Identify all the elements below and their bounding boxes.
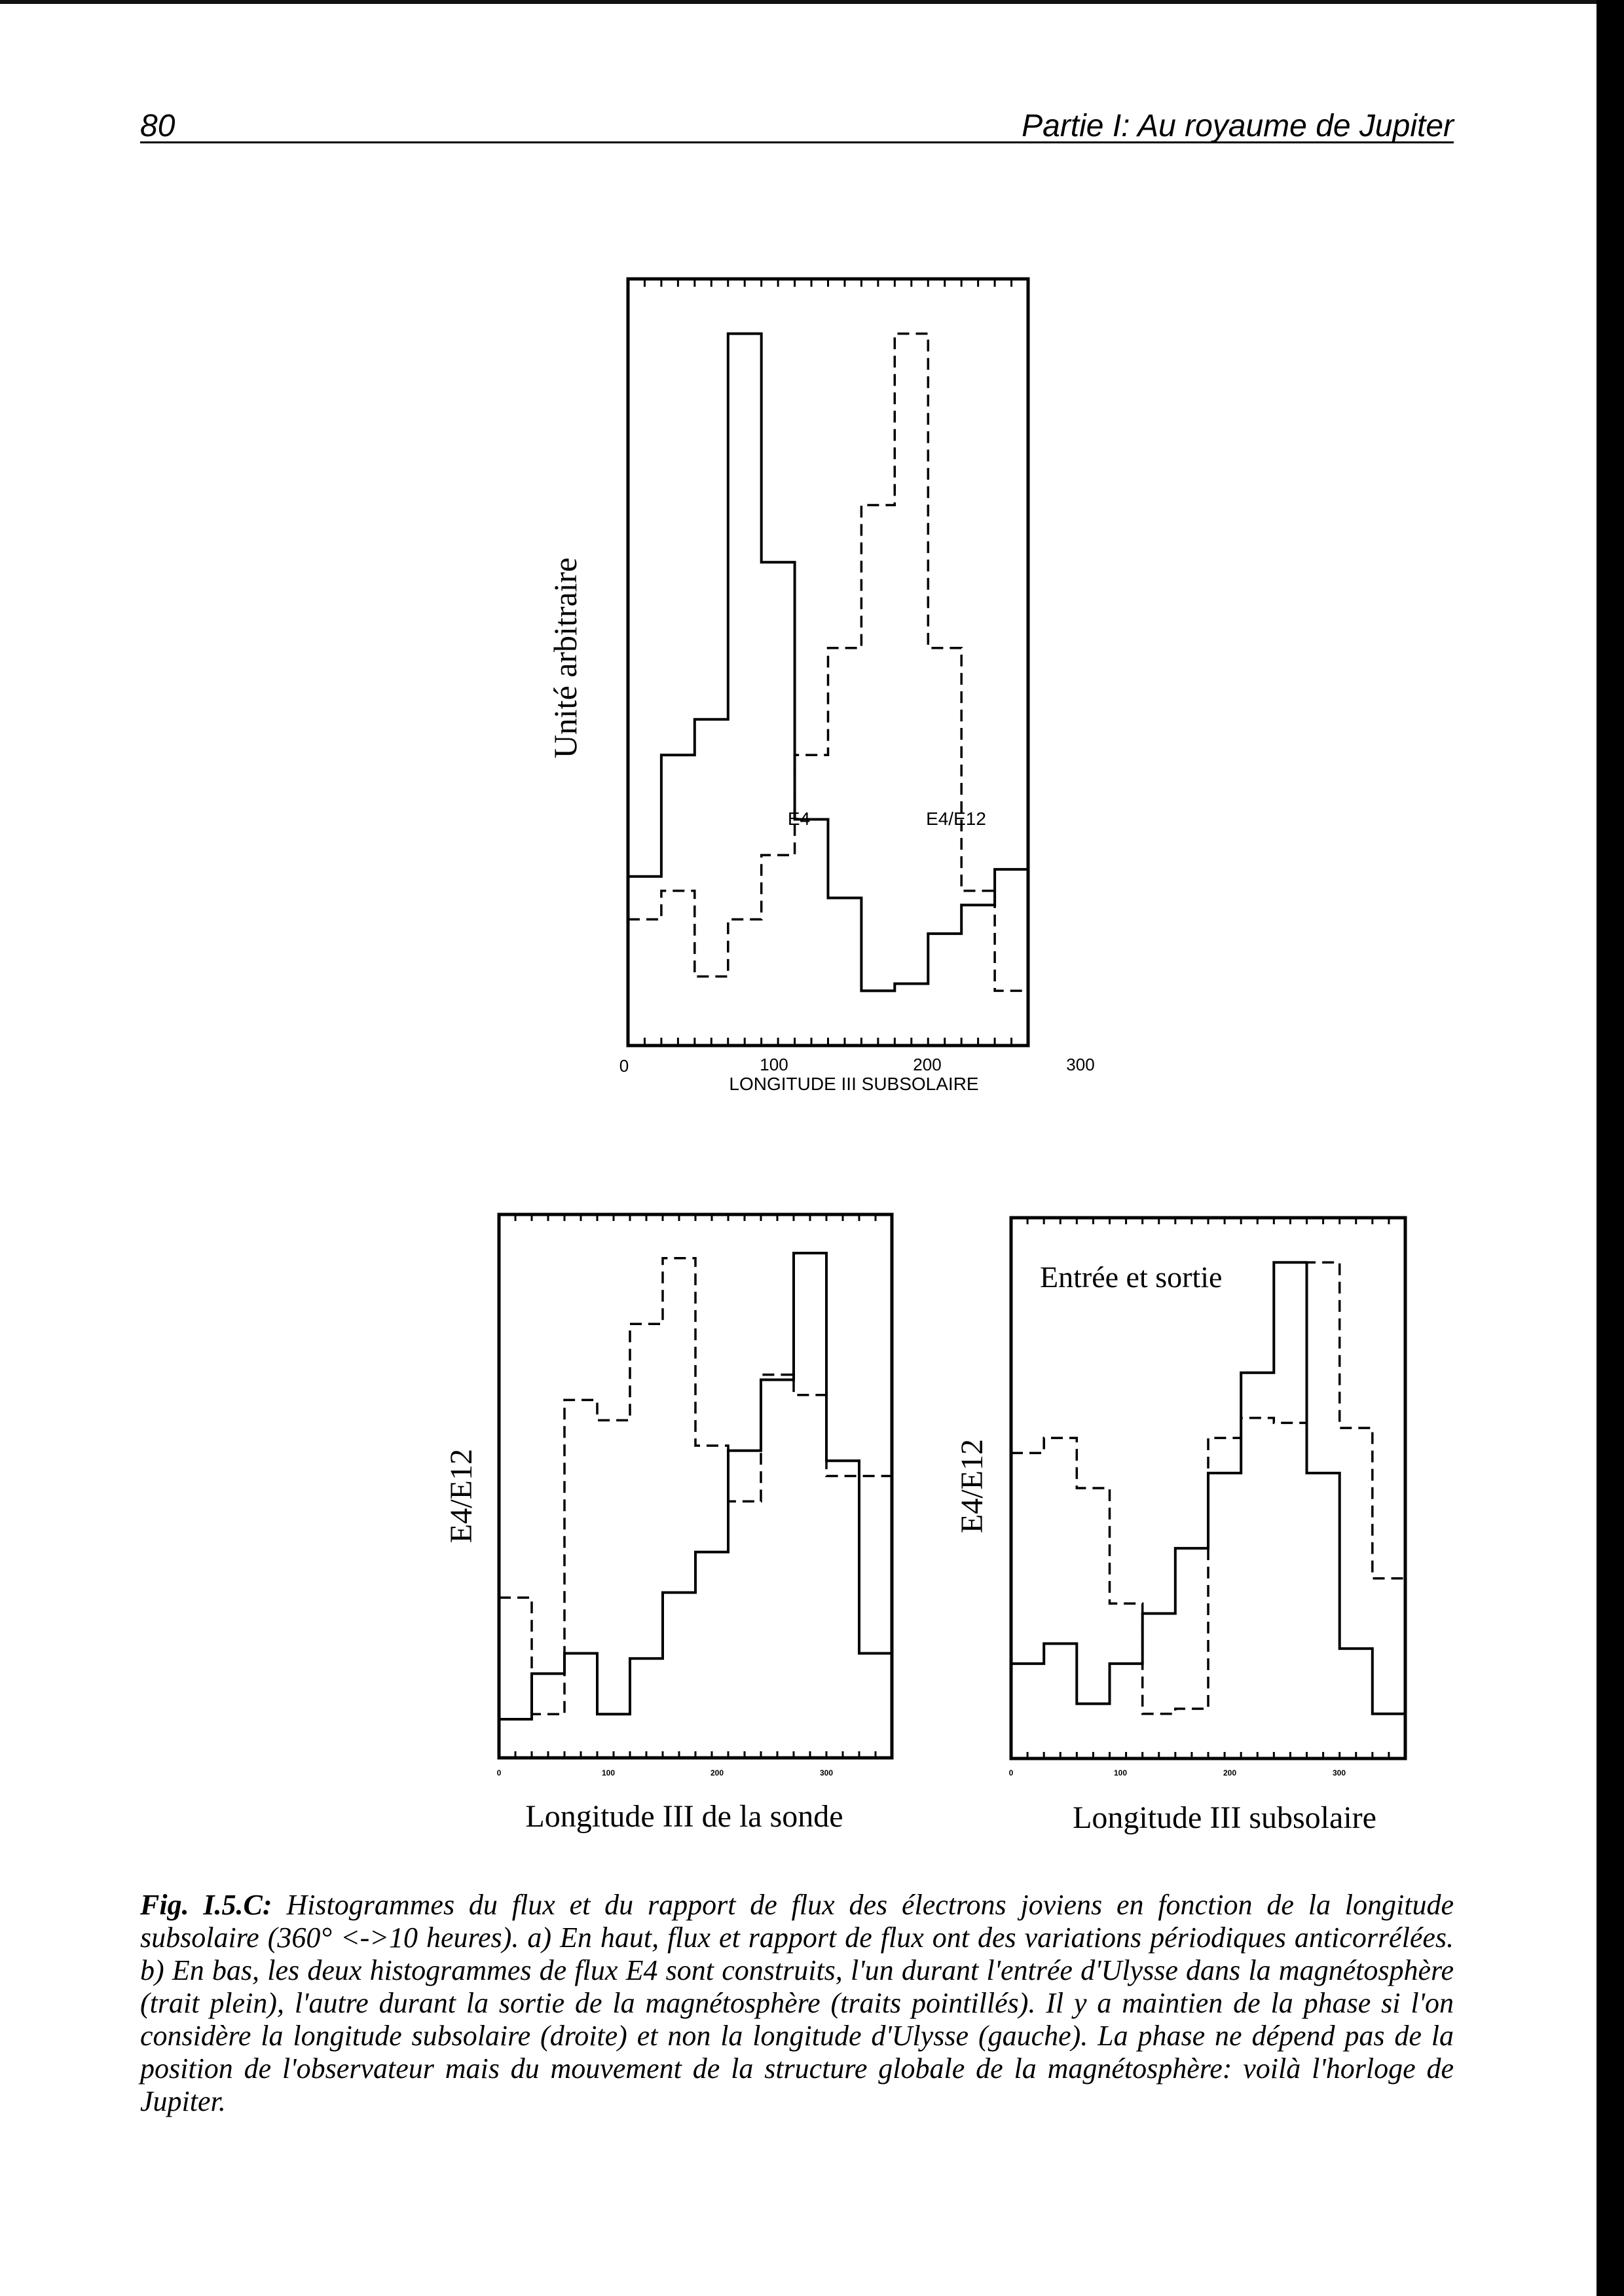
bottom-right-marks (1011, 1262, 1405, 1713)
y-axis-label: E4/E12 (444, 1449, 479, 1543)
chart-bottom-left (406, 1178, 904, 1846)
x-tick-label-100: 100 (601, 1768, 616, 1777)
x-tick-label-300: 300 (1066, 1055, 1095, 1074)
chart-top (511, 262, 1205, 1113)
x-tick-label-0: 0 (619, 1056, 629, 1076)
x-axis-label: LONGITUDE III SUBSOLAIRE (729, 1074, 979, 1094)
histogram-solid-series (499, 1253, 892, 1719)
part-title: Partie I: Au royaume de Jupiter (1022, 109, 1454, 143)
x-tick-label-300: 300 (1332, 1768, 1346, 1777)
series-label-e4: E4 (787, 809, 811, 829)
y-axis-label: E4/E12 (955, 1439, 989, 1533)
x-tick-label-200: 200 (1223, 1768, 1237, 1777)
chart-annotation: Entrée et sortie (1040, 1260, 1223, 1294)
scan-border-right (1596, 0, 1624, 2296)
x-tick-label-0: 0 (496, 1768, 502, 1777)
running-head (140, 103, 1454, 143)
x-tick-label-0: 0 (1008, 1768, 1014, 1777)
figure-caption (140, 1889, 1454, 2118)
x-axis-label: Longitude III de la sonde (525, 1799, 843, 1834)
x-tick-label-200: 200 (913, 1055, 942, 1074)
caption-text: Histogrammes du flux et du rapport de flux des électrons joviens en fonction de la longitude subsolaire (360° <->10 heures). a) En haut, flux et rapport de flux ont des variations périodiques anticorrélées. b) En bas, les deux histogrammes de flux E4 sont construits, l'un durant l'entrée d'Ulysse dans la magnétosphère (trait plein), l'autre durant la sortie de la magnétosphère (traits pointillés). Il y a maintien de la phase si l'on considère la longitude subsolaire (droite) et non la longitude d'Ulysse (gauche). La phase ne dépend pas de la position de l'observateur mais du mouvement de la structure globale de la magnétosphère: voilà l'horloge de Jupiter. (140, 1889, 1454, 2117)
series-label-e4-e12: E4/E12 (926, 809, 986, 829)
y-axis-label: Unité arbitraire (547, 557, 583, 759)
x-tick-label-100: 100 (1113, 1768, 1128, 1777)
page-number: 80 (140, 109, 175, 143)
x-axis-label: Longitude III subsolaire (1073, 1800, 1376, 1835)
caption-label: Fig. I.5.C: (140, 1889, 272, 1921)
top-marks (628, 334, 1028, 991)
x-tick-label-100: 100 (760, 1055, 788, 1074)
histogram-dashed-series (499, 1258, 892, 1715)
x-tick-label-200: 200 (710, 1768, 724, 1777)
chart-bottom-right (917, 1178, 1421, 1846)
scan-border-top (0, 0, 1596, 4)
bottom-left-marks (499, 1253, 892, 1719)
x-tick-label-300: 300 (819, 1768, 834, 1777)
